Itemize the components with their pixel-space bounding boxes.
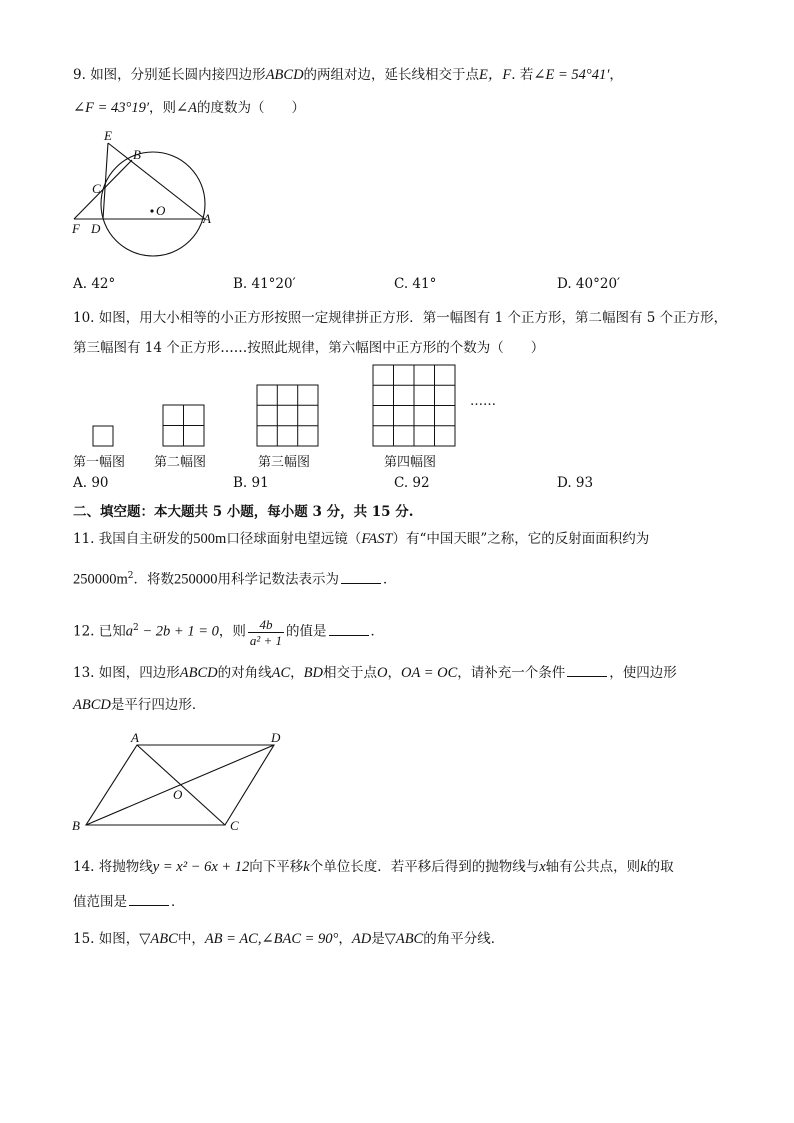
q14-text-b: 向下平移 bbox=[249, 859, 304, 875]
q13-abcd: ABCD bbox=[179, 665, 218, 681]
label-d: D bbox=[271, 730, 281, 745]
q12-eq-a: a bbox=[125, 623, 134, 640]
q9-text-2a: ，则 bbox=[149, 100, 177, 116]
q11-text-b: 口径球面射电望远镜（ bbox=[226, 531, 362, 547]
q13-text-d: 相交于点 bbox=[323, 665, 378, 681]
label-a: A bbox=[203, 211, 211, 226]
q14-k: k bbox=[303, 859, 310, 875]
q13-abcd-2: ABCD bbox=[73, 697, 111, 713]
q10-option-d[interactable]: D. 93 bbox=[557, 475, 594, 491]
q14-text-c: 个单位长度．若平移后得到的抛物线与 bbox=[309, 859, 540, 875]
q10-caption-1: 第一幅图 bbox=[73, 455, 126, 470]
q14-text-2a: 值范围是 bbox=[73, 894, 127, 910]
q9-option-a[interactable]: A. 42° bbox=[73, 276, 116, 292]
q9-text: 如图，分别延长圆内接四边形 bbox=[90, 67, 266, 83]
q13-text-2a: 是平行四边形． bbox=[110, 697, 206, 713]
q13-bd: BD bbox=[303, 665, 324, 681]
q12-text-c: 的值是 bbox=[286, 623, 327, 640]
q11-text-end: ． bbox=[383, 571, 397, 588]
q10-text-2: 第三幅图有 14 个正方形……按照此规律，第六幅图中正方形的个数为（ ） bbox=[73, 340, 545, 356]
label-a: A bbox=[131, 730, 139, 745]
diagonal-bd bbox=[86, 745, 274, 825]
q11-text-2b: 用科学记数法表示为 bbox=[217, 571, 340, 588]
q9-text-end: ， bbox=[609, 67, 623, 83]
q13-text-c: ， bbox=[290, 665, 304, 681]
label-b: B bbox=[72, 818, 80, 833]
q10-caption-3: 第三幅图 bbox=[258, 455, 311, 470]
q13-text-f: ，请补充一个条件 bbox=[457, 665, 566, 681]
q9-ef: E，F bbox=[479, 67, 512, 83]
q11-area: 250000m bbox=[73, 571, 128, 588]
q9-option-c[interactable]: C. 41° bbox=[394, 276, 437, 292]
q13-text-e: ， bbox=[387, 665, 401, 681]
q15-text-b: 中， bbox=[177, 931, 205, 947]
q9-text-b: 的两组对边，延长线相交于点 bbox=[303, 67, 480, 83]
q13-text-b: 的对角线 bbox=[217, 665, 272, 681]
q11-text-c: ）有“中国天眼”之称，它的反射面面积约为 bbox=[392, 531, 650, 547]
q10-text-1: 如图，用大小相等的小正方形按照一定规律拼正方形．第一幅图有 1 个正方形，第二幅图有 5 个正方形， bbox=[98, 310, 728, 326]
q11-num: 250000 bbox=[174, 571, 218, 588]
label-c: C bbox=[92, 181, 101, 196]
q11-area-sup: 2 bbox=[127, 571, 134, 581]
label-b: B bbox=[133, 147, 141, 162]
q9-angle-a: ∠A bbox=[176, 100, 198, 116]
q15-condition: AB = AC,∠BAC = 90° bbox=[204, 931, 339, 947]
q9-cond-f: ∠F = 43°19′ bbox=[73, 100, 150, 116]
q14-answer-blank[interactable] bbox=[129, 893, 169, 906]
q11-text-a: 我国自主研发的 bbox=[98, 531, 194, 547]
q9-text-c: . 若 bbox=[511, 67, 534, 83]
q11-fast: FAST bbox=[361, 531, 393, 547]
q14-text-a: 将抛物线 bbox=[98, 859, 153, 875]
q14-equation: y = x² − 6x + 12 bbox=[152, 859, 250, 875]
q12-number: 12. bbox=[73, 623, 95, 640]
q13-ac: AC bbox=[271, 665, 291, 681]
q10-option-b[interactable]: B. 91 bbox=[233, 475, 269, 491]
q9-abcd: ABCD bbox=[265, 67, 304, 83]
q14-k2: k bbox=[640, 859, 647, 875]
label-d: D bbox=[91, 221, 101, 236]
q15-triangle-1: ▽ABC bbox=[139, 931, 178, 947]
q12-text-end: ． bbox=[370, 623, 385, 640]
q12-eq-sup: 2 bbox=[133, 623, 139, 633]
q11-size: 500m bbox=[193, 531, 227, 547]
q9-text-2b: 的度数为（ ） bbox=[197, 100, 306, 116]
q10-ellipsis: …… bbox=[470, 394, 496, 409]
label-o: O bbox=[156, 203, 166, 218]
q12-eq-b: − 2b + 1 = 0 bbox=[138, 623, 219, 640]
label-c: C bbox=[230, 818, 239, 833]
q11-number: 11. bbox=[73, 531, 95, 547]
q10-caption-2: 第二幅图 bbox=[154, 455, 207, 470]
q12-text-a: 已知 bbox=[98, 623, 126, 640]
q14-text-e: 的取 bbox=[646, 859, 674, 875]
q11-text-2a: ．将数 bbox=[133, 571, 175, 588]
q14-text-d: 轴有公共点，则 bbox=[545, 859, 641, 875]
q15-ad: AD bbox=[351, 931, 372, 947]
q15-text-a: 如图， bbox=[98, 931, 140, 947]
q12-frac-den: a² + 1 bbox=[249, 632, 283, 648]
q10-option-c[interactable]: C. 92 bbox=[394, 475, 430, 491]
q9-option-b[interactable]: B. 41°20′ bbox=[233, 276, 296, 292]
q13-text-a: 如图，四边形 bbox=[98, 665, 180, 681]
q15-text-c: ， bbox=[338, 931, 352, 947]
q15-text-e: 的角平分线． bbox=[423, 931, 505, 947]
q9-option-d[interactable]: D. 40°20′ bbox=[557, 276, 621, 292]
q15-triangle-2: ▽ABC bbox=[384, 931, 424, 947]
q14-x: x bbox=[539, 859, 546, 875]
q9-number: 9. bbox=[73, 67, 86, 83]
q12-text-b: ，则 bbox=[218, 623, 246, 640]
q13-text-g: ，使四边形 bbox=[609, 665, 677, 681]
q14-text-end: ． bbox=[171, 894, 185, 910]
label-f: F bbox=[72, 221, 80, 236]
q15-text-d: 是 bbox=[371, 931, 385, 947]
q10-number: 10. bbox=[73, 310, 95, 326]
label-e: E bbox=[104, 128, 112, 143]
q14-line2 bbox=[73, 893, 185, 911]
q10-option-a[interactable]: A. 90 bbox=[73, 475, 109, 491]
q13-eq: OA = OC bbox=[401, 665, 458, 681]
q9-cond-e: ∠E = 54°41′ bbox=[533, 67, 610, 83]
q15-line bbox=[73, 930, 504, 948]
q13-o: O bbox=[377, 665, 388, 681]
q14-number: 14. bbox=[73, 859, 95, 875]
q15-number: 15. bbox=[73, 931, 95, 947]
q14-line1 bbox=[73, 858, 674, 876]
q13-number: 13. bbox=[73, 665, 95, 681]
q10-caption-4: 第四幅图 bbox=[384, 455, 437, 470]
section-heading: 二、填空题：本大题共 5 小题，每小题 3 分，共 15 分. bbox=[73, 504, 414, 520]
q12-frac-num: 4b bbox=[248, 617, 284, 633]
label-o: O bbox=[173, 787, 183, 802]
